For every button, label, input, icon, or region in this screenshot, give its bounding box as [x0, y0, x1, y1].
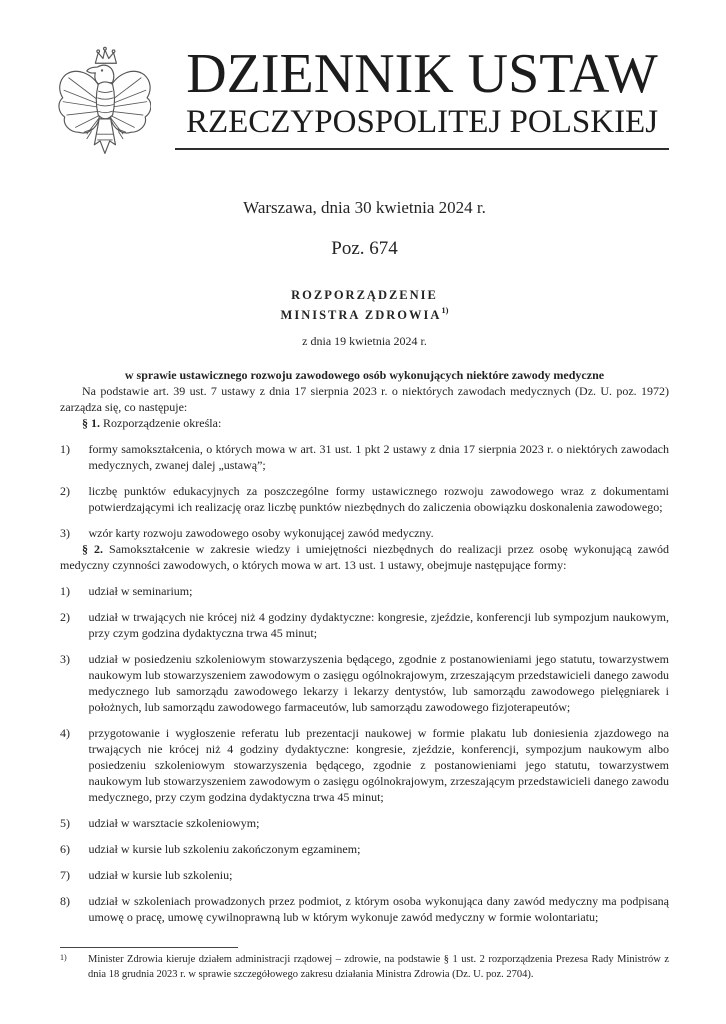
list-item-text: udział w trwających nie krócej niż 4 godziny dydaktyczne: kongresie, zjeździe, konferencji lub sympozjum naukowym, przy czym godzina dydaktyczna trwa 45 minut;	[88, 609, 669, 640]
list-item-text: udział w szkoleniach prowadzonych przez podmiot, z którym osoba wykonująca dany zawód medyczny ma podpisaną umowę o pracę, umowę cywilnoprawną lub w którym wykonuje zawód medyczny w formie wolontariatu;	[88, 893, 669, 924]
list-item	[60, 483, 669, 515]
list-item	[60, 841, 669, 857]
section-2-intro: Samokształcenie w zakresie wiedzy i umiejętności niezbędnych do realizacji przez osobę wykonującą zawód medyczny czynności zawodowych, o których mowa w art. 13 ust. 1 ustawy, obejmuje następujące formy:	[60, 541, 669, 572]
list-item	[60, 867, 669, 883]
footnote-body	[60, 953, 669, 982]
list-item	[60, 441, 669, 473]
list-item-text: udział w warsztacie szkoleniowym;	[88, 815, 260, 830]
list-item-number: 6)	[60, 841, 70, 856]
masthead	[60, 43, 669, 168]
list-item-number: 3)	[60, 525, 70, 540]
act-type-heading	[60, 286, 669, 326]
act-type-line1: ROZPORZĄDZENIE	[291, 288, 438, 302]
masthead-title-block	[175, 43, 669, 150]
list-item-number: 1)	[60, 441, 70, 456]
list-item-number: 7)	[60, 867, 70, 882]
list-item-number: 1)	[60, 583, 70, 598]
journal-subtitle: RZECZYPOSPOLITEJ POLSKIEJ	[185, 104, 659, 140]
polish-eagle-emblem-icon	[55, 46, 151, 168]
list-item-text: udział w seminarium;	[88, 583, 193, 598]
list-item-number: 2)	[60, 609, 70, 624]
act-subject: w sprawie ustawicznego rozwoju zawodowego osób wykonujących niektóre zawody medyczne	[124, 367, 605, 382]
list-item	[60, 525, 669, 541]
act-body	[60, 383, 669, 925]
place-date-line: Warszawa, dnia 30 kwietnia 2024 r.	[243, 198, 486, 217]
list-item-number: 3)	[60, 651, 70, 666]
section-1-paragraph	[60, 415, 669, 431]
footnote-text: Minister Zdrowia kieruje działem administracji rządowej – zdrowie, na podstawie § 1 ust. 2 rozporządzenia Prezesa Rady Ministrów z dnia 18 grudnia 2023 r. w sprawie szczegółowego zakresu działania Ministra Zdrowia (Dz. U. poz. 2704).	[88, 954, 669, 980]
preamble-paragraph: Na podstawie art. 39 ust. 7 ustawy z dnia 17 sierpnia 2023 r. o niektórych zawodach medycznych (Dz. U. poz. 1972) zarządza się, co następuje:	[60, 383, 669, 414]
list-item-text: udział w posiedzeniu szkoleniowym stowarzyszenia będącego, zgodnie z postanowieniami jego statutu, towarzystwem naukowym lub stowarzyszeniem zawodowym o zasięgu ogólnokrajowym, zrzeszającym przedstawicieli danego zawodu medycznego lub samorządu zawodowego lekarzy i lekarzy dentystów, lub samorządu zawodowego pielęgniarek i położnych, lub samorządu zawodowego farmaceutów, lub samorządu zawodowego fizjoterapeutów;	[88, 651, 669, 714]
list-item-number: 5)	[60, 815, 70, 830]
list-item	[60, 609, 669, 641]
list-item-text: liczbę punktów edukacyjnych za poszczególne formy ustawicznego rozwoju zawodowego wraz z dokumentami potwierdzającymi ich realizację oraz liczbę punktów niezbędnych do zaliczenia obowiązku doskonalenia zawodowego;	[88, 483, 669, 514]
list-item-text: wzór karty rozwoju zawodowego osoby wykonującej zawód medyczny.	[88, 525, 434, 540]
list-item-number: 2)	[60, 483, 70, 498]
footnote-reference: 1)	[441, 305, 449, 316]
footnote-marker: 1)	[60, 953, 67, 962]
footnote-section	[60, 947, 669, 982]
list-item	[60, 583, 669, 599]
list-item-number: 8)	[60, 893, 70, 908]
section-1-intro: Rozporządzenie określa:	[103, 415, 222, 430]
list-item-number: 4)	[60, 725, 70, 740]
position-number: Poz. 674	[331, 238, 398, 259]
act-date-line: z dnia 19 kwietnia 2024 r.	[302, 333, 427, 348]
list-item	[60, 815, 669, 831]
list-item-text: przygotowanie i wygłoszenie referatu lub prezentacji naukowej w formie plakatu lub doniesienia zjazdowego na trwających nie krócej niż 4 godziny dydaktyczne: kongresie, zjeździe, konferencji, sympozjum naukowym albo posiedzeniu szkoleniowym stowarzyszenia będącego, zgodnie z postanowieniami jego statutu, towarzystwem naukowym lub stowarzyszeniem zawodowym o zasięgu ogólnokrajowym, zrzeszającym przedstawicieli danego zawodu medycznego, przy czym godzina dydaktyczna trwa 45 minut;	[88, 725, 669, 804]
journal-title: DZIENNIK USTAW	[186, 43, 658, 105]
section-1-label: § 1.	[82, 415, 100, 430]
list-item-text: udział w kursie lub szkoleniu;	[88, 867, 233, 882]
section-2-label: § 2.	[82, 541, 104, 556]
section-2-paragraph	[60, 541, 669, 573]
list-item	[60, 651, 669, 715]
list-item	[60, 893, 669, 925]
footnote-rule	[60, 947, 238, 948]
list-item	[60, 725, 669, 805]
act-type-line2: MINISTRA ZDROWIA$^{1)}$	[280, 305, 449, 323]
list-item-text: udział w kursie lub szkoleniu zakończonym egzaminem;	[88, 841, 361, 856]
list-item-text: formy samokształcenia, o których mowa w art. 31 ust. 1 pkt 2 ustawy z dnia 17 sierpnia 2023 r. o niektórych zawodach medycznych, zwanej dalej „ustawą”;	[88, 441, 669, 472]
